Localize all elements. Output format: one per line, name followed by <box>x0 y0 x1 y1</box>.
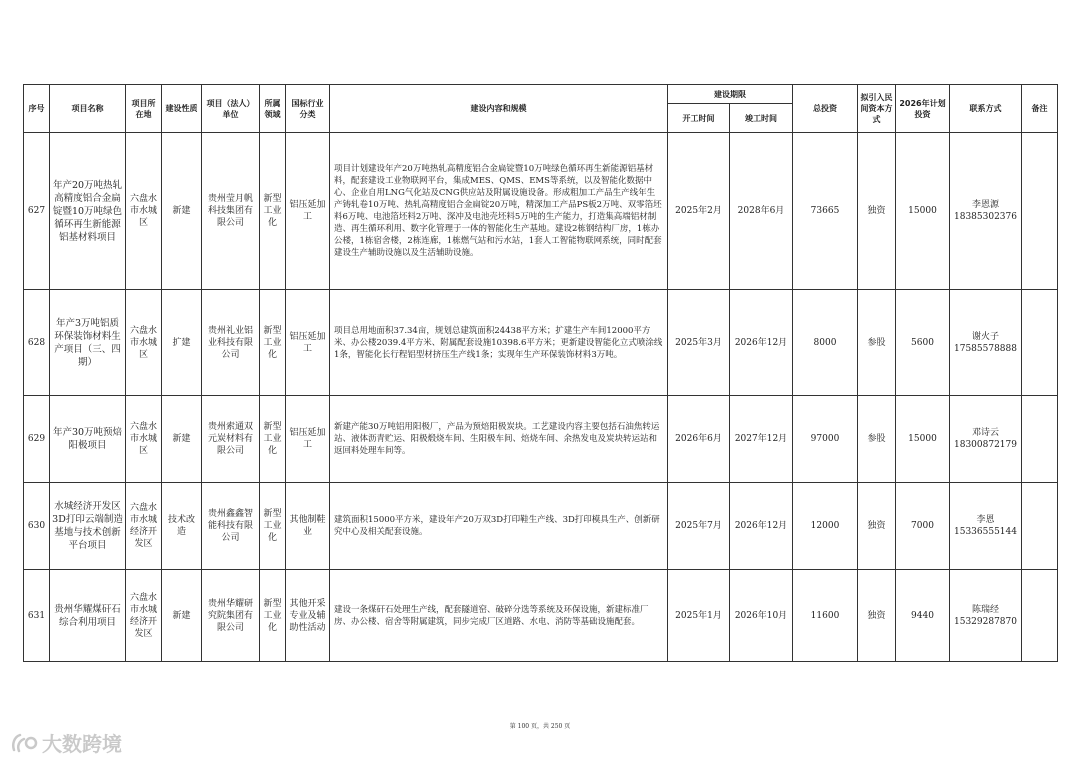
cell-plan-2026: 7000 <box>896 483 950 570</box>
cell-nature: 技术改造 <box>162 483 202 570</box>
cell-private-mode: 参股 <box>858 396 896 483</box>
cell-seq: 627 <box>24 133 50 290</box>
cell-name: 水城经济开发区3D打印云端制造基地与技术创新平台项目 <box>50 483 126 570</box>
cell-contact <box>950 290 1022 396</box>
header-location: 项目所在地 <box>126 85 162 133</box>
cell-content: 项目计划建设年产20万吨热轧高精度铝合金扁锭暨10万吨绿色循环再生新能源铝基材料，配套建设工业物联网平台，集成MES、QMS、EMS等系统，以及智能化数据中心、企业自用LNG气化站及CNG供应站及附属设施设备。形成粗加工产品生产线年生产铸轧卷10万吨、热轧高精度铝合金扁锭20万吨，精深加工产品PS板2万吨、双零箔坯料6万吨、电池箔坯料2万吨、深冲及电池壳坯料5万吨的生产能力，打造集高端铝材制造、再生循环利用、数字化管理于一体的智能化生产基地。建设2栋钢结构厂房，1栋办公楼，1栋宿舍楼，2栋连廊，1栋燃气站和污水站，1套人工智能物联网系统，同时配套建设生产辅助设施以及生活辅助设施。 <box>330 133 668 290</box>
header-end: 竣工时间 <box>730 104 793 133</box>
cell-field: 新型工业化 <box>260 570 286 662</box>
cell-content: 建筑面积15000平方米，建设年产20万双3D打印鞋生产线、3D打印模具生产、创新研究中心及相关配套设施。 <box>330 483 668 570</box>
cell-unit: 贵州莹月帆科技集团有限公司 <box>202 133 260 290</box>
cell-seq: 631 <box>24 570 50 662</box>
cell-remark <box>1022 570 1058 662</box>
cell-contact <box>950 396 1022 483</box>
cell-private-mode: 独资 <box>858 483 896 570</box>
table-row <box>24 133 1058 290</box>
cell-nature: 扩建 <box>162 290 202 396</box>
watermark-logo-icon <box>10 732 38 754</box>
table-body <box>24 133 1058 662</box>
cell-location: 六盘水市水城区 <box>126 290 162 396</box>
cell-name: 年产30万吨预焙阳极项目 <box>50 396 126 483</box>
cell-field: 新型工业化 <box>260 483 286 570</box>
contact-name: 李恩 <box>976 515 995 525</box>
cell-name: 贵州华耀煤矸石综合利用项目 <box>50 570 126 662</box>
table-row <box>24 290 1058 396</box>
watermark <box>10 728 122 757</box>
cell-location: 六盘水市水城经济开发区 <box>126 483 162 570</box>
cell-contact <box>950 133 1022 290</box>
cell-end: 2026年12月 <box>730 290 793 396</box>
cell-location: 六盘水市水城区 <box>126 396 162 483</box>
header-unit: 项目（法人）单位 <box>202 85 260 133</box>
header-seq: 序号 <box>24 85 50 133</box>
cell-contact <box>950 483 1022 570</box>
header-content: 建设内容和规模 <box>330 85 668 133</box>
table-row <box>24 396 1058 483</box>
header-name: 项目名称 <box>50 85 126 133</box>
cell-investment: 8000 <box>793 290 858 396</box>
contact-phone: 18300872179 <box>954 440 1017 450</box>
cell-unit: 贵州索通双元炭材料有限公司 <box>202 396 260 483</box>
cell-start: 2025年2月 <box>668 133 730 290</box>
cell-remark <box>1022 290 1058 396</box>
cell-unit: 贵州鑫鑫智能科技有限公司 <box>202 483 260 570</box>
cell-end: 2026年12月 <box>730 483 793 570</box>
contact-phone: 15329287870 <box>954 616 1017 627</box>
cell-name: 年产20万吨热轧高精度铝合金扁锭暨10万吨绿色循环再生新能源铝基材料项目 <box>50 133 126 290</box>
cell-unit: 贵州礼业铝业科技有限公司 <box>202 290 260 396</box>
cell-end: 2028年6月 <box>730 133 793 290</box>
watermark-text: 大数跨境 <box>42 732 122 756</box>
header-remark: 备注 <box>1022 85 1058 133</box>
table-row <box>24 570 1058 662</box>
contact-phone: 18385302376 <box>954 212 1017 222</box>
cell-content: 建设一条煤矸石处理生产线，配套隧道窑、破碎分选等系统及环保设施，新建标准厂房、办公楼、宿舍等附属建筑，同步完成厂区道路、水电、消防等基础设施配套。 <box>330 570 668 662</box>
cell-start: 2025年7月 <box>668 483 730 570</box>
cell-end: 2026年10月 <box>730 570 793 662</box>
cell-plan-2026: 15000 <box>896 396 950 483</box>
cell-content: 新建产能30万吨铝用阳极厂，产品为预焙阳极炭块。工艺建设内容主要包括石油焦转运站、液体沥青贮运、阳极煅烧车间、生阳极车间、焙烧车间、余热发电及炭块转运站和返回料处理车间等。 <box>330 396 668 483</box>
cell-seq: 629 <box>24 396 50 483</box>
header-contact: 联系方式 <box>950 85 1022 133</box>
cell-private-mode: 参股 <box>858 290 896 396</box>
cell-industry: 铝压延加工 <box>286 133 330 290</box>
header-nature: 建设性质 <box>162 85 202 133</box>
cell-seq: 628 <box>24 290 50 396</box>
cell-private-mode: 独资 <box>858 133 896 290</box>
table-row <box>24 483 1058 570</box>
cell-location: 六盘水市水城经济开发区 <box>126 570 162 662</box>
header-investment: 总投资 <box>793 85 858 133</box>
header-start: 开工时间 <box>668 104 730 133</box>
cell-investment: 73665 <box>793 133 858 290</box>
cell-field: 新型工业化 <box>260 133 286 290</box>
contact-phone: 17585578888 <box>954 343 1017 354</box>
cell-seq: 630 <box>24 483 50 570</box>
cell-nature: 新建 <box>162 396 202 483</box>
contact-name: 李恩源 <box>971 200 999 210</box>
contact-phone: 15336555144 <box>954 527 1017 537</box>
cell-remark <box>1022 133 1058 290</box>
cell-industry: 其他制鞋业 <box>286 483 330 570</box>
header-period: 建设期限 <box>668 85 793 104</box>
header-plan-2026: 2026年计划投资 <box>896 85 950 133</box>
cell-field: 新型工业化 <box>260 396 286 483</box>
header-field: 所属领域 <box>260 85 286 133</box>
cell-industry: 铝压延加工 <box>286 290 330 396</box>
cell-start: 2025年1月 <box>668 570 730 662</box>
cell-private-mode: 独资 <box>858 570 896 662</box>
contact-name: 邓诗云 <box>971 428 999 438</box>
cell-start: 2025年3月 <box>668 290 730 396</box>
cell-remark <box>1022 483 1058 570</box>
header-industry: 国标行业分类 <box>286 85 330 133</box>
cell-nature: 新建 <box>162 570 202 662</box>
cell-nature: 新建 <box>162 133 202 290</box>
cell-end: 2027年12月 <box>730 396 793 483</box>
cell-content: 项目总用地面积37.34亩，规划总建筑面积24438平方米；扩建生产车间12000平方米、办公楼2039.4平方米、附属配套设施10398.6平方米；更新建设智能化立式喷涂线1条，智能化长行程铝型材挤压生产线1条；实现年生产环保装饰材料3万吨。 <box>330 290 668 396</box>
table-header <box>24 85 1058 133</box>
contact-name: 谢火子 <box>971 331 999 342</box>
cell-plan-2026: 9440 <box>896 570 950 662</box>
cell-remark <box>1022 396 1058 483</box>
cell-plan-2026: 15000 <box>896 133 950 290</box>
cell-plan-2026: 5600 <box>896 290 950 396</box>
cell-start: 2026年6月 <box>668 396 730 483</box>
project-table <box>23 84 1058 662</box>
project-table-sheet <box>23 84 1057 662</box>
cell-industry: 其他开采专业及辅助性活动 <box>286 570 330 662</box>
cell-location: 六盘水市水城区 <box>126 133 162 290</box>
cell-contact <box>950 570 1022 662</box>
cell-field: 新型工业化 <box>260 290 286 396</box>
cell-investment: 11600 <box>793 570 858 662</box>
cell-investment: 97000 <box>793 396 858 483</box>
contact-name: 陈瑞经 <box>971 604 999 615</box>
cell-unit: 贵州华耀研究院集团有限公司 <box>202 570 260 662</box>
cell-name: 年产3万吨铝质环保装饰材料生产项目（三、四期） <box>50 290 126 396</box>
cell-investment: 12000 <box>793 483 858 570</box>
header-private-mode: 拟引入民间资本方式 <box>858 85 896 133</box>
page-footer: 第 100 页，共 250 页 <box>509 723 571 730</box>
cell-industry: 铝压延加工 <box>286 396 330 483</box>
